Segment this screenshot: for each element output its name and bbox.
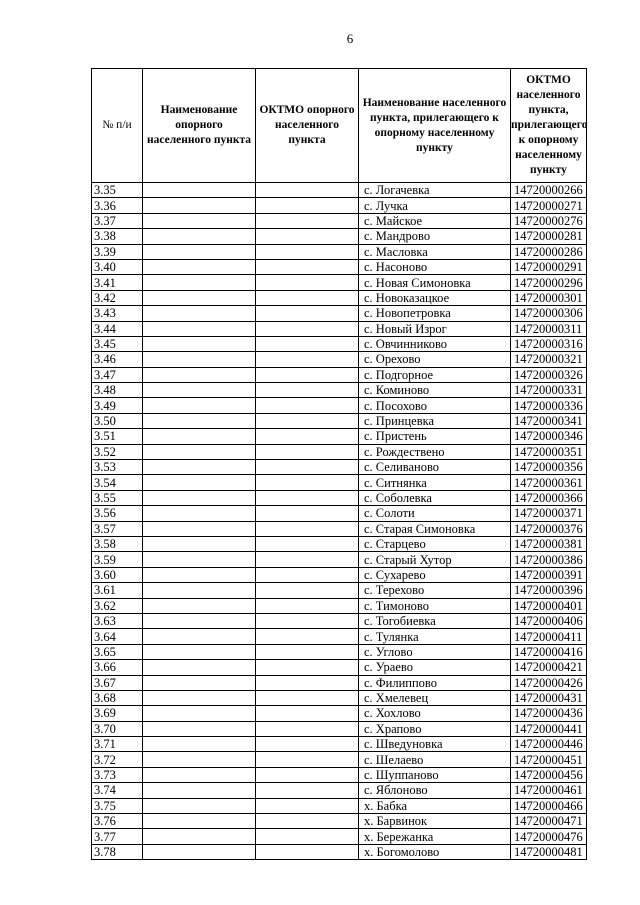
base-oktmo-cell xyxy=(256,183,359,198)
table-row xyxy=(92,475,587,490)
settlement-name: х. Барвинок xyxy=(359,814,511,829)
table-row xyxy=(92,660,587,675)
settlement-oktmo: 14720000431 xyxy=(511,690,587,705)
settlement-oktmo: 14720000276 xyxy=(511,213,587,228)
row-number: 3.75 xyxy=(92,798,143,813)
base-oktmo-cell xyxy=(256,567,359,582)
settlement-oktmo: 14720000331 xyxy=(511,383,587,398)
base-name-cell xyxy=(143,583,256,598)
row-number: 3.55 xyxy=(92,490,143,505)
row-number: 3.74 xyxy=(92,783,143,798)
base-name-cell xyxy=(143,798,256,813)
base-name-cell xyxy=(143,244,256,259)
settlement-name: с. Новый Изрог xyxy=(359,321,511,336)
table-row xyxy=(92,675,587,690)
settlement-name: с. Посохово xyxy=(359,398,511,413)
row-number: 3.66 xyxy=(92,660,143,675)
table-row xyxy=(92,844,587,859)
base-name-cell xyxy=(143,213,256,228)
header-adj-oktmo: ОКТМО населенного пункта, прилегающего к опорному населенному пункту xyxy=(511,69,587,183)
table-row xyxy=(92,521,587,536)
base-oktmo-cell xyxy=(256,321,359,336)
settlement-oktmo: 14720000371 xyxy=(511,506,587,521)
base-name-cell xyxy=(143,413,256,428)
base-oktmo-cell xyxy=(256,752,359,767)
settlement-oktmo: 14720000441 xyxy=(511,721,587,736)
settlement-name: с. Насоново xyxy=(359,259,511,274)
table-row xyxy=(92,290,587,305)
table-row xyxy=(92,536,587,551)
base-name-cell xyxy=(143,475,256,490)
base-oktmo-cell xyxy=(256,829,359,844)
settlement-oktmo: 14720000321 xyxy=(511,352,587,367)
settlement-name: с. Принцевка xyxy=(359,413,511,428)
table-row xyxy=(92,460,587,475)
table-row xyxy=(92,367,587,382)
settlement-oktmo: 14720000346 xyxy=(511,429,587,444)
base-oktmo-cell xyxy=(256,783,359,798)
settlement-oktmo: 14720000446 xyxy=(511,737,587,752)
base-name-cell xyxy=(143,367,256,382)
table-row xyxy=(92,706,587,721)
row-number: 3.77 xyxy=(92,829,143,844)
base-name-cell xyxy=(143,752,256,767)
settlement-name: с. Старый Хутор xyxy=(359,552,511,567)
settlement-oktmo: 14720000466 xyxy=(511,798,587,813)
base-oktmo-cell xyxy=(256,306,359,321)
settlement-oktmo: 14720000391 xyxy=(511,567,587,582)
row-number: 3.39 xyxy=(92,244,143,259)
base-name-cell xyxy=(143,814,256,829)
base-name-cell xyxy=(143,660,256,675)
settlement-name: х. Бережанка xyxy=(359,829,511,844)
table-row xyxy=(92,737,587,752)
table-row xyxy=(92,321,587,336)
table-row xyxy=(92,783,587,798)
header-adj-name: Наименование населенного пункта, прилегающего к опорному населенному пункту xyxy=(359,69,511,183)
row-number: 3.50 xyxy=(92,413,143,428)
base-name-cell xyxy=(143,629,256,644)
settlement-oktmo: 14720000456 xyxy=(511,767,587,782)
page-number: 6 xyxy=(346,31,354,46)
base-name-cell xyxy=(143,183,256,198)
base-name-cell xyxy=(143,844,256,859)
settlements-table xyxy=(91,68,587,860)
settlement-name: с. Соболевка xyxy=(359,490,511,505)
table-row xyxy=(92,213,587,228)
base-oktmo-cell xyxy=(256,844,359,859)
settlement-name: с. Сухарево xyxy=(359,567,511,582)
row-number: 3.73 xyxy=(92,767,143,782)
settlement-oktmo: 14720000366 xyxy=(511,490,587,505)
table-row xyxy=(92,352,587,367)
settlement-name: с. Орехово xyxy=(359,352,511,367)
settlement-oktmo: 14720000401 xyxy=(511,598,587,613)
settlement-name: с. Новоказацкое xyxy=(359,290,511,305)
row-number: 3.57 xyxy=(92,521,143,536)
table-row xyxy=(92,490,587,505)
row-number: 3.45 xyxy=(92,336,143,351)
table-row xyxy=(92,444,587,459)
row-number: 3.47 xyxy=(92,367,143,382)
settlement-oktmo: 14720000296 xyxy=(511,275,587,290)
settlement-oktmo: 14720000421 xyxy=(511,660,587,675)
settlement-name: с. Пристень xyxy=(359,429,511,444)
base-name-cell xyxy=(143,737,256,752)
base-oktmo-cell xyxy=(256,213,359,228)
base-oktmo-cell xyxy=(256,275,359,290)
row-number: 3.40 xyxy=(92,259,143,274)
settlement-name: с. Логачевка xyxy=(359,183,511,198)
base-name-cell xyxy=(143,444,256,459)
table-row xyxy=(92,506,587,521)
base-oktmo-cell xyxy=(256,814,359,829)
base-oktmo-cell xyxy=(256,613,359,628)
base-name-cell xyxy=(143,398,256,413)
settlement-oktmo: 14720000436 xyxy=(511,706,587,721)
row-number: 3.42 xyxy=(92,290,143,305)
base-oktmo-cell xyxy=(256,552,359,567)
table-row xyxy=(92,583,587,598)
base-name-cell xyxy=(143,290,256,305)
table-row xyxy=(92,767,587,782)
base-oktmo-cell xyxy=(256,259,359,274)
row-number: 3.78 xyxy=(92,844,143,859)
row-number: 3.68 xyxy=(92,690,143,705)
settlement-oktmo: 14720000416 xyxy=(511,644,587,659)
row-number: 3.76 xyxy=(92,814,143,829)
table-row xyxy=(92,690,587,705)
table-row xyxy=(92,429,587,444)
table-row xyxy=(92,814,587,829)
row-number: 3.43 xyxy=(92,306,143,321)
base-oktmo-cell xyxy=(256,290,359,305)
settlement-name: с. Яблоново xyxy=(359,783,511,798)
settlement-name: с. Шведуновка xyxy=(359,737,511,752)
row-number: 3.65 xyxy=(92,644,143,659)
settlement-oktmo: 14720000386 xyxy=(511,552,587,567)
base-oktmo-cell xyxy=(256,706,359,721)
settlement-name: с. Терехово xyxy=(359,583,511,598)
base-name-cell xyxy=(143,613,256,628)
base-name-cell xyxy=(143,198,256,213)
base-oktmo-cell xyxy=(256,598,359,613)
row-number: 3.35 xyxy=(92,183,143,198)
table-row xyxy=(92,306,587,321)
settlement-oktmo: 14720000341 xyxy=(511,413,587,428)
base-oktmo-cell xyxy=(256,444,359,459)
base-name-cell xyxy=(143,644,256,659)
row-number: 3.62 xyxy=(92,598,143,613)
base-oktmo-cell xyxy=(256,675,359,690)
settlement-oktmo: 14720000351 xyxy=(511,444,587,459)
base-name-cell xyxy=(143,306,256,321)
settlement-name: с. Углово xyxy=(359,644,511,659)
base-name-cell xyxy=(143,259,256,274)
base-oktmo-cell xyxy=(256,506,359,521)
settlement-name: с. Хмелевец xyxy=(359,690,511,705)
settlement-name: с. Масловка xyxy=(359,244,511,259)
settlement-oktmo: 14720000356 xyxy=(511,460,587,475)
row-number: 3.60 xyxy=(92,567,143,582)
base-name-cell xyxy=(143,321,256,336)
base-name-cell xyxy=(143,336,256,351)
table-header xyxy=(92,69,587,183)
settlement-oktmo: 14720000406 xyxy=(511,613,587,628)
row-number: 3.44 xyxy=(92,321,143,336)
row-number: 3.71 xyxy=(92,737,143,752)
table-row xyxy=(92,198,587,213)
table-row xyxy=(92,383,587,398)
settlement-name: с. Лучка xyxy=(359,198,511,213)
base-name-cell xyxy=(143,506,256,521)
table-row xyxy=(92,259,587,274)
base-name-cell xyxy=(143,352,256,367)
settlement-oktmo: 14720000336 xyxy=(511,398,587,413)
base-oktmo-cell xyxy=(256,690,359,705)
base-oktmo-cell xyxy=(256,767,359,782)
settlement-name: с. Филиппово xyxy=(359,675,511,690)
settlement-name: х. Бабка xyxy=(359,798,511,813)
settlement-name: с. Шелаево xyxy=(359,752,511,767)
settlement-oktmo: 14720000301 xyxy=(511,290,587,305)
base-oktmo-cell xyxy=(256,367,359,382)
settlement-oktmo: 14720000306 xyxy=(511,306,587,321)
row-number: 3.53 xyxy=(92,460,143,475)
table-row xyxy=(92,552,587,567)
table-row xyxy=(92,829,587,844)
settlement-name: с. Коминово xyxy=(359,383,511,398)
table-row xyxy=(92,613,587,628)
settlement-oktmo: 14720000291 xyxy=(511,259,587,274)
row-number: 3.70 xyxy=(92,721,143,736)
settlement-name: с. Новая Симоновка xyxy=(359,275,511,290)
settlement-name: с. Шуппаново xyxy=(359,767,511,782)
base-name-cell xyxy=(143,383,256,398)
settlement-oktmo: 14720000451 xyxy=(511,752,587,767)
settlement-name: с. Рождествено xyxy=(359,444,511,459)
base-oktmo-cell xyxy=(256,336,359,351)
base-oktmo-cell xyxy=(256,244,359,259)
settlement-name: с. Тимоново xyxy=(359,598,511,613)
settlement-name: с. Мандрово xyxy=(359,229,511,244)
table-row xyxy=(92,567,587,582)
row-number: 3.49 xyxy=(92,398,143,413)
header-num: № п/и xyxy=(92,69,143,183)
row-number: 3.72 xyxy=(92,752,143,767)
table-row xyxy=(92,336,587,351)
base-oktmo-cell xyxy=(256,429,359,444)
table-row xyxy=(92,644,587,659)
header-row xyxy=(92,69,587,183)
settlement-name: с. Подгорное xyxy=(359,367,511,382)
base-oktmo-cell xyxy=(256,644,359,659)
base-oktmo-cell xyxy=(256,583,359,598)
table-row xyxy=(92,721,587,736)
table-row xyxy=(92,244,587,259)
settlement-name: с. Ураево xyxy=(359,660,511,675)
base-name-cell xyxy=(143,429,256,444)
base-name-cell xyxy=(143,721,256,736)
table-row xyxy=(92,413,587,428)
settlement-name: с. Тулянка xyxy=(359,629,511,644)
table-row xyxy=(92,275,587,290)
table-row xyxy=(92,798,587,813)
base-name-cell xyxy=(143,567,256,582)
table-row xyxy=(92,598,587,613)
settlement-oktmo: 14720000361 xyxy=(511,475,587,490)
settlement-name: с. Селиваново xyxy=(359,460,511,475)
row-number: 3.59 xyxy=(92,552,143,567)
base-oktmo-cell xyxy=(256,198,359,213)
settlement-oktmo: 14720000381 xyxy=(511,536,587,551)
row-number: 3.41 xyxy=(92,275,143,290)
settlement-oktmo: 14720000281 xyxy=(511,229,587,244)
settlement-name: с. Тогобиевка xyxy=(359,613,511,628)
header-base-name: Наименование опорного населенного пункта xyxy=(143,69,256,183)
table-row xyxy=(92,398,587,413)
base-name-cell xyxy=(143,460,256,475)
settlement-oktmo: 14720000271 xyxy=(511,198,587,213)
settlement-name: с. Майское xyxy=(359,213,511,228)
base-oktmo-cell xyxy=(256,798,359,813)
row-number: 3.56 xyxy=(92,506,143,521)
settlement-name: с. Храпово xyxy=(359,721,511,736)
base-name-cell xyxy=(143,690,256,705)
row-number: 3.61 xyxy=(92,583,143,598)
base-name-cell xyxy=(143,229,256,244)
base-oktmo-cell xyxy=(256,490,359,505)
row-number: 3.52 xyxy=(92,444,143,459)
base-oktmo-cell xyxy=(256,536,359,551)
base-oktmo-cell xyxy=(256,660,359,675)
table-row xyxy=(92,183,587,198)
row-number: 3.64 xyxy=(92,629,143,644)
base-oktmo-cell xyxy=(256,383,359,398)
base-oktmo-cell xyxy=(256,352,359,367)
table-row xyxy=(92,229,587,244)
settlement-oktmo: 14720000316 xyxy=(511,336,587,351)
settlement-oktmo: 14720000411 xyxy=(511,629,587,644)
settlement-oktmo: 14720000286 xyxy=(511,244,587,259)
base-oktmo-cell xyxy=(256,521,359,536)
base-name-cell xyxy=(143,521,256,536)
base-name-cell xyxy=(143,783,256,798)
row-number: 3.46 xyxy=(92,352,143,367)
settlement-name: с. Ситнянка xyxy=(359,475,511,490)
row-number: 3.38 xyxy=(92,229,143,244)
settlement-oktmo: 14720000481 xyxy=(511,844,587,859)
row-number: 3.67 xyxy=(92,675,143,690)
base-oktmo-cell xyxy=(256,229,359,244)
settlement-oktmo: 14720000471 xyxy=(511,814,587,829)
settlement-name: с. Хохлово xyxy=(359,706,511,721)
base-oktmo-cell xyxy=(256,629,359,644)
row-number: 3.48 xyxy=(92,383,143,398)
settlement-oktmo: 14720000266 xyxy=(511,183,587,198)
base-name-cell xyxy=(143,490,256,505)
row-number: 3.58 xyxy=(92,536,143,551)
base-name-cell xyxy=(143,275,256,290)
base-name-cell xyxy=(143,675,256,690)
settlement-name: с. Старая Симоновка xyxy=(359,521,511,536)
table-row xyxy=(92,752,587,767)
base-name-cell xyxy=(143,706,256,721)
base-name-cell xyxy=(143,598,256,613)
base-oktmo-cell xyxy=(256,460,359,475)
base-oktmo-cell xyxy=(256,721,359,736)
settlement-name: с. Овчинниково xyxy=(359,336,511,351)
settlement-name: х. Богомолово xyxy=(359,844,511,859)
row-number: 3.51 xyxy=(92,429,143,444)
settlement-oktmo: 14720000311 xyxy=(511,321,587,336)
settlement-oktmo: 14720000376 xyxy=(511,521,587,536)
base-oktmo-cell xyxy=(256,413,359,428)
settlement-oktmo: 14720000426 xyxy=(511,675,587,690)
row-number: 3.63 xyxy=(92,613,143,628)
base-name-cell xyxy=(143,767,256,782)
header-base-oktmo: ОКТМО опорного населенного пункта xyxy=(256,69,359,183)
row-number: 3.54 xyxy=(92,475,143,490)
settlement-name: с. Новопетровка xyxy=(359,306,511,321)
settlement-name: с. Солоти xyxy=(359,506,511,521)
base-oktmo-cell xyxy=(256,398,359,413)
row-number: 3.36 xyxy=(92,198,143,213)
settlement-oktmo: 14720000461 xyxy=(511,783,587,798)
base-name-cell xyxy=(143,552,256,567)
table-body xyxy=(92,183,587,860)
settlement-oktmo: 14720000476 xyxy=(511,829,587,844)
base-oktmo-cell xyxy=(256,737,359,752)
base-oktmo-cell xyxy=(256,475,359,490)
settlement-oktmo: 14720000326 xyxy=(511,367,587,382)
row-number: 3.69 xyxy=(92,706,143,721)
base-name-cell xyxy=(143,536,256,551)
base-name-cell xyxy=(143,829,256,844)
table-row xyxy=(92,629,587,644)
settlement-name: с. Старцево xyxy=(359,536,511,551)
settlement-oktmo: 14720000396 xyxy=(511,583,587,598)
row-number: 3.37 xyxy=(92,213,143,228)
